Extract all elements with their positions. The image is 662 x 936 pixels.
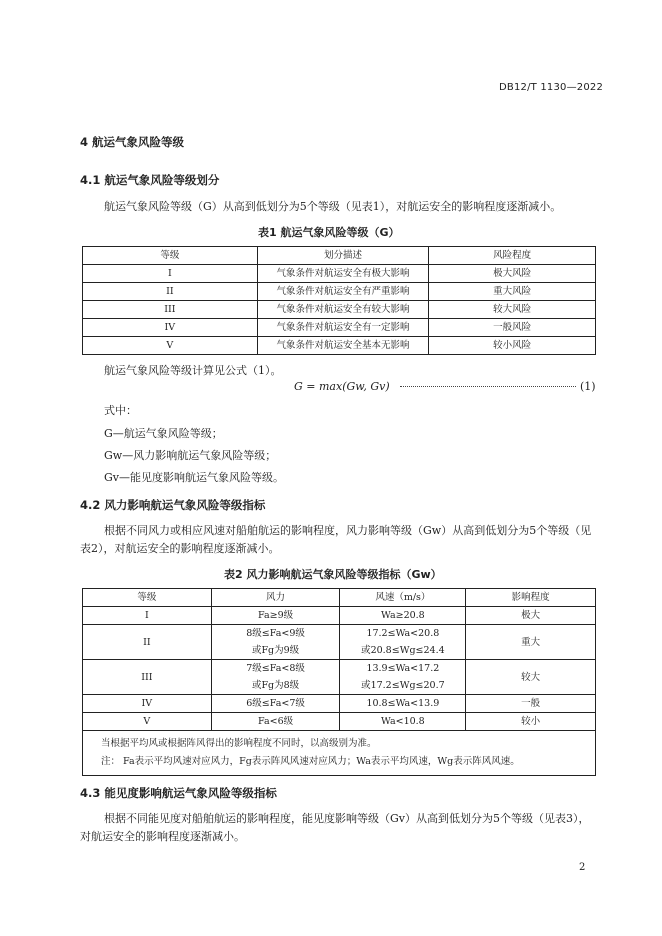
section-4-3-paragraph-line2: 对航运安全的影响程度逐渐减小。 <box>80 830 245 843</box>
table-cell: II <box>83 283 258 301</box>
table-1-header-row <box>83 247 596 265</box>
cell-line: 13.9≤Wa<17.2 <box>366 663 440 674</box>
table-header-cell: 影响程度 <box>466 589 596 607</box>
table-row <box>83 660 596 695</box>
table-cell: I <box>83 265 258 283</box>
table-row <box>83 625 596 660</box>
table-cell: Wa≥20.8 <box>340 607 466 625</box>
table-note-2: 注： Fa表示平均风速对应风力，Fg表示阵风风速对应风力；Wa表示平均风速，Wg表示阵风风速。 <box>101 756 520 767</box>
section-4-2-paragraph-line1: 根据不同风力或相应风速对船舶航运的影响程度，风力影响等级（Gw）从高到低划分为5个等级（见 <box>104 524 592 537</box>
formula-text: G = max(Gw, Gv) <box>294 380 390 393</box>
table-cell: IV <box>83 695 212 713</box>
table-row <box>83 265 596 283</box>
table-row <box>83 301 596 319</box>
table-cell: 气象条件对航运安全有极大影响 <box>257 265 429 283</box>
formula-leader-dots <box>400 386 576 387</box>
section-4-3-title: 4.3 能见度影响航运气象风险等级指标 <box>80 786 277 800</box>
table-1-caption: 表1 航运气象风险等级（G） <box>258 226 400 239</box>
table-cell: V <box>83 337 258 355</box>
table-header-cell: 风力 <box>211 589 340 607</box>
table-row <box>83 607 596 625</box>
formula-where: 式中： <box>104 404 137 417</box>
section-4-1-paragraph: 航运气象风险等级（G）从高到低划分为5个等级（见表1），对航运安全的影响程度逐渐减小。 <box>104 200 562 213</box>
table-1 <box>82 246 596 355</box>
table-cell: 10.8≤Wa<13.9 <box>340 695 466 713</box>
table-header-cell: 风险程度 <box>429 247 596 265</box>
cell-line: 或20.8≤Wg≤24.4 <box>361 645 445 656</box>
table-cell: V <box>83 713 212 731</box>
table-row <box>83 319 596 337</box>
section-4-1-title: 4.1 航运气象风险等级划分 <box>80 173 220 187</box>
table-cell <box>340 625 466 660</box>
page-number: 2 <box>579 862 586 873</box>
table-cell <box>340 660 466 695</box>
table-cell: 6级≤Fa<7级 <box>211 695 340 713</box>
table-cell <box>211 660 340 695</box>
table-cell: IV <box>83 319 258 337</box>
table-note-cell <box>83 731 596 776</box>
table-cell: II <box>83 625 212 660</box>
table-cell: 重大 <box>466 625 596 660</box>
table-cell: 较小风险 <box>429 337 596 355</box>
section-4-3-paragraph-line1: 根据不同能见度对船舶航运的影响程度，能见度影响等级（Gv）从高到低划分为5个等级（见表3）， <box>104 812 590 825</box>
table-row <box>83 337 596 355</box>
table-header-cell: 等级 <box>83 247 258 265</box>
formula-def-g: G—航运气象风险等级； <box>104 427 223 440</box>
table-2-caption: 表2 风力影响航运气象风险等级指标（Gw） <box>224 568 442 581</box>
formula-def-gw: Gw—风力影响航运气象风险等级； <box>104 449 277 462</box>
cell-line: 17.2≤Wa<20.8 <box>366 628 440 639</box>
table-note-1: 当根据平均风或根据阵风得出的影响程度不同时，以高级别为准。 <box>101 738 377 749</box>
doc-code: DB12/T 1130—2022 <box>499 82 604 93</box>
cell-line: 8级≤Fa<9级 <box>246 628 305 639</box>
table-cell: Fa≥9级 <box>211 607 340 625</box>
table-cell: 气象条件对航运安全基本无影响 <box>257 337 429 355</box>
formula-intro: 航运气象风险等级计算见公式（1）。 <box>104 364 282 377</box>
table-note-row <box>83 731 596 776</box>
section-4-2-title: 4.2 风力影响航运气象风险等级指标 <box>80 498 266 512</box>
table-cell: 气象条件对航运安全有一定影响 <box>257 319 429 337</box>
table-cell: 气象条件对航运安全有较大影响 <box>257 301 429 319</box>
formula-def-gv: Gv—能见度影响航运气象风险等级。 <box>104 471 285 484</box>
table-cell: 极大风险 <box>429 265 596 283</box>
table-2-header-row <box>83 589 596 607</box>
table-header-cell: 等级 <box>83 589 212 607</box>
cell-line: 或Fg为8级 <box>251 680 300 691</box>
formula-number: (1) <box>580 380 596 393</box>
table-cell: 气象条件对航运安全有严重影响 <box>257 283 429 301</box>
table-row <box>83 283 596 301</box>
table-cell: 一般风险 <box>429 319 596 337</box>
table-row <box>83 695 596 713</box>
table-2 <box>82 588 596 776</box>
table-header-cell: 划分描述 <box>257 247 429 265</box>
table-cell: 较大风险 <box>429 301 596 319</box>
table-cell: I <box>83 607 212 625</box>
formula-equation <box>294 380 390 393</box>
table-cell: 极大 <box>466 607 596 625</box>
table-cell <box>211 625 340 660</box>
table-cell: 重大风险 <box>429 283 596 301</box>
table-row <box>83 713 596 731</box>
table-cell: Wa<10.8 <box>340 713 466 731</box>
table-cell: 较大 <box>466 660 596 695</box>
section-4-2-paragraph-line2: 表2），对航运安全的影响程度逐渐减小。 <box>80 542 280 555</box>
cell-line: 或17.2≤Wg≤20.7 <box>361 680 445 691</box>
section-4-title: 4 航运气象风险等级 <box>80 135 185 149</box>
table-cell: Fa<6级 <box>211 713 340 731</box>
table-cell: 较小 <box>466 713 596 731</box>
cell-line: 或Fg为9级 <box>251 645 300 656</box>
table-cell: III <box>83 301 258 319</box>
cell-line: 7级≤Fa<8级 <box>246 663 305 674</box>
table-cell: 一般 <box>466 695 596 713</box>
table-header-cell: 风速（m/s） <box>340 589 466 607</box>
table-cell: III <box>83 660 212 695</box>
